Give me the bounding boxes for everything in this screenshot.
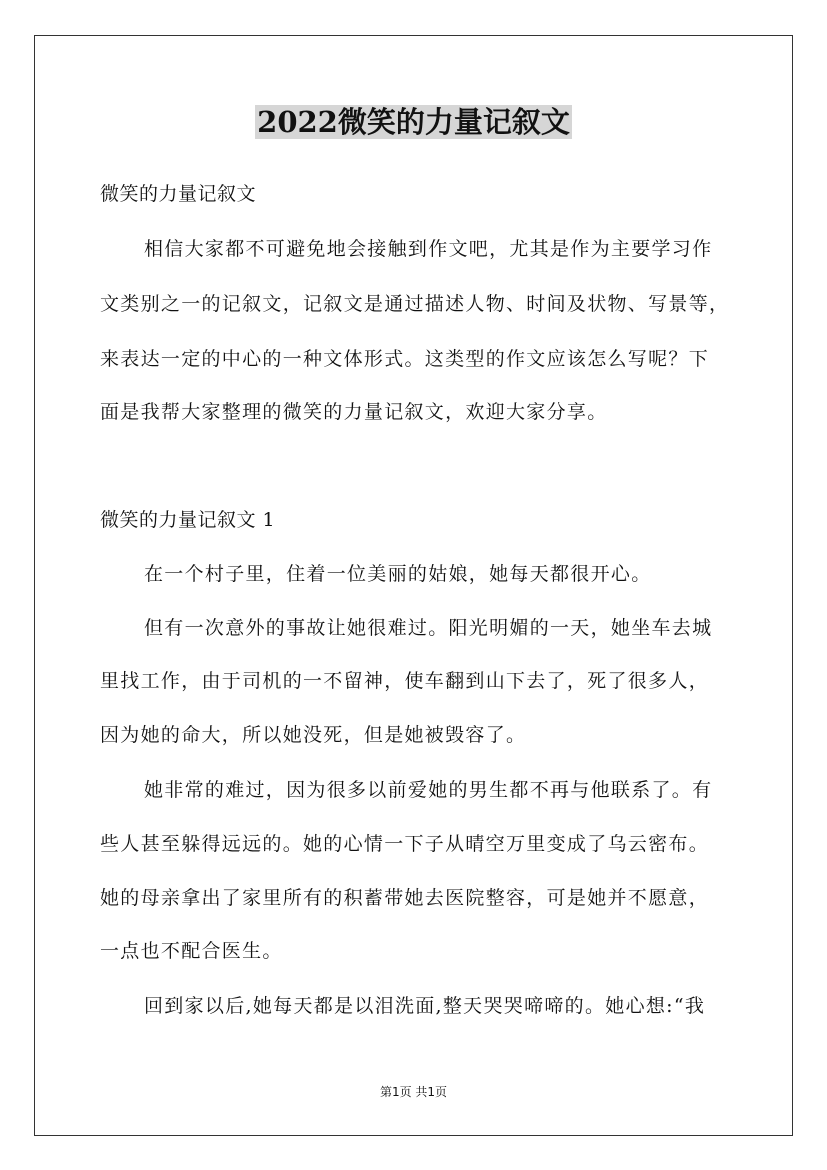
paragraph-line: 来表达一定的中心的一种文体形式。这类型的作文应该怎么写呢？下 xyxy=(100,348,710,370)
document-title-text: 2022微笑的力量记叙文 xyxy=(257,105,570,139)
document-title xyxy=(0,100,827,144)
paragraph-line: 她非常的难过，因为很多以前爱她的男生都不再与他联系了。有 xyxy=(144,779,713,801)
paragraph-line: 相信大家都不可避免地会接触到作文吧，尤其是作为主要学习作 xyxy=(144,238,713,260)
paragraph-line: 回到家以后,她每天都是以泪洗面,整天哭哭啼啼的。她心想:“我 xyxy=(144,995,706,1017)
paragraph-line: 但有一次意外的事故让她很难过。阳光明媚的一天，她坐车去城 xyxy=(144,617,713,639)
section-heading: 微笑的力量记叙文 xyxy=(100,183,257,205)
paragraph-line: 因为她的命大，所以她没死，但是她被毁容了。 xyxy=(100,724,527,746)
section-heading: 微笑的力量记叙文 1 xyxy=(100,509,276,531)
paragraph-line: 文类别之一的记叙文，记叙文是通过描述人物、时间及状物、写景等， xyxy=(100,293,730,315)
page-footer: 第1页 共1页 xyxy=(379,1085,448,1099)
paragraph-line: 一点也不配合医生。 xyxy=(100,940,283,962)
paragraph-line: 她的母亲拿出了家里所有的积蓄带她去医院整容，可是她并不愿意， xyxy=(100,887,710,909)
paragraph-line: 面是我帮大家整理的微笑的力量记叙文，欢迎大家分享。 xyxy=(100,401,608,423)
paragraph-line: 些人甚至躲得远远的。她的心情一下子从晴空万里变成了乌云密布。 xyxy=(100,833,710,855)
paragraph-line: 里找工作，由于司机的一不留神，使车翻到山下去了，死了很多人， xyxy=(100,670,710,692)
paragraph-line: 在一个村子里，住着一位美丽的姑娘，她每天都很开心。 xyxy=(144,563,652,585)
